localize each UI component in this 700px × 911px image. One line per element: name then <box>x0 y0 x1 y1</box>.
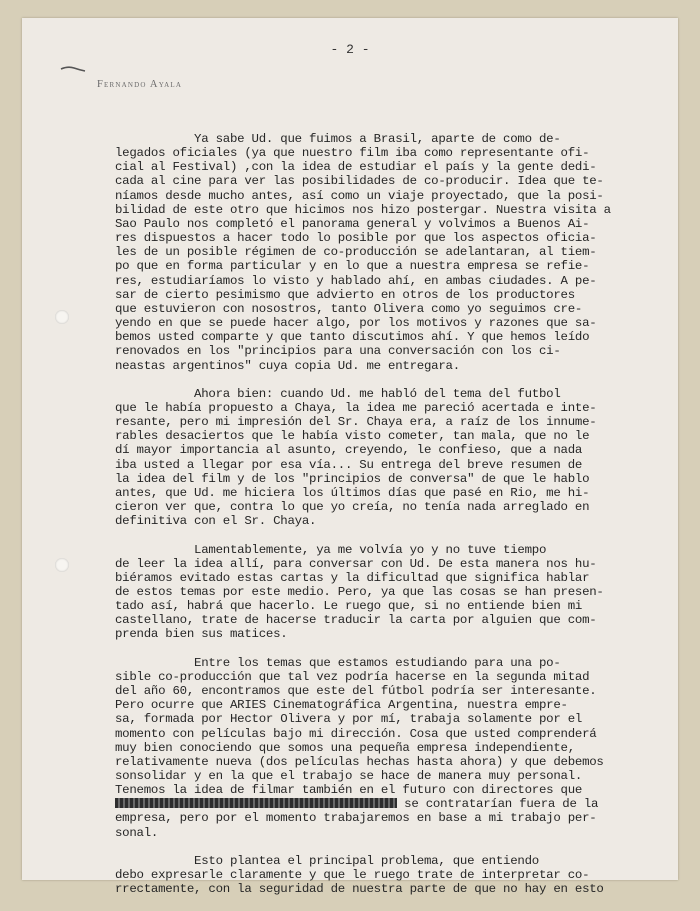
text-line: Esto plantea el principal problema, que entiendo <box>115 853 539 868</box>
text-line: iba usted a llegar por esa vía... Su entrega del breve resumen de <box>115 457 583 472</box>
text-line: rables desaciertos que le había visto cometer, tan mala, que no le <box>115 429 590 444</box>
text-line: resante, pero mi impresión del Sr. Chaya era, a raíz de los innume- <box>115 415 597 430</box>
text-line: momento con películas bajo mi dirección. Cosa que usted comprenderá <box>115 726 597 741</box>
text-line: muy bien conociendo que somos una pequeña empresa independiente, <box>115 740 575 755</box>
letter-page <box>22 18 678 897</box>
text-line: Sao Paulo nos completó el panorama general y volvimos a Buenos Ai- <box>115 216 590 231</box>
text-line: po que en forma particular y en lo que a nuestra empresa se refie- <box>115 259 590 274</box>
text-line: biéramos evitado estas cartas y la dificultad que significa hablar <box>115 570 590 585</box>
text-line: cada al cine para ver las posibilidades de co-producir. Idea que te- <box>115 174 604 189</box>
text-line: de estos temas por este medio. Pero, ya que las cosas se han presen- <box>115 584 604 599</box>
text-line: sa, formada por Hector Olivera y por mí, trabaja solamente por el <box>115 712 583 727</box>
letter-body <box>115 132 663 911</box>
text-line: cieron ver que, contra lo que yo creía, no tenía nada arreglado en <box>115 500 590 515</box>
text-line: tado así, habrá que hacerlo. Le ruego que, si no entiende bien mi <box>115 599 583 614</box>
text-line: legados oficiales (ya que nuestro film iba como representante ofi- <box>115 146 590 161</box>
text-line: Entre los temas que estamos estudiando para una po- <box>115 655 561 670</box>
text-line: definitiva con el Sr. Chaya. <box>115 514 317 529</box>
text-line: dí mayor importancia al asunto, creyendo, le confieso, que a nada <box>115 443 583 458</box>
letterhead-name: Fernando Ayala <box>97 79 183 90</box>
paragraph <box>115 854 663 896</box>
text-line: Tenemos la idea de filmar también en el futuro con directores que <box>115 783 583 798</box>
text-line: bilidad de este otro que hicimos nos hizo postergar. Nuestra visita a <box>115 202 611 217</box>
text-line: empresa, pero por el momento trabajaremos en base a mi trabajo per- <box>115 811 597 826</box>
text-line: castellano, trate de hacerse traducir la carta por alguien que com- <box>115 613 597 628</box>
redaction-mark <box>115 798 397 808</box>
text-line: neastas argentinos" cuya copia Ud. me entregara. <box>115 358 460 373</box>
text-line: que estuvieron con nosostros, tanto Olivera como yo seguimos cre- <box>115 301 583 316</box>
pencil-mark-icon <box>60 65 86 73</box>
text-line: que le había propuesto a Chaya, la idea me pareció acertada e inte- <box>115 400 597 415</box>
text-line: relativamente nueva (dos películas hechas hasta ahora) y que debemos <box>115 754 604 769</box>
paragraph <box>115 387 663 529</box>
paragraph <box>115 132 663 373</box>
text-line: sar de cierto pesimismo que advierto en otros de los productores <box>115 287 575 302</box>
text-line: antes, que Ud. me hiciera los últimos días que pasé en Rio, me hi- <box>115 485 590 500</box>
paragraph <box>115 543 663 642</box>
text-line: níamos desde mucho antes, así como un viaje proyectado, que la posi- <box>115 188 604 203</box>
text-line: Pero ocurre que ARIES Cinematográfica Argentina, nuestra empre- <box>115 698 568 713</box>
paragraph <box>115 656 663 840</box>
page-number: - 2 - <box>330 42 370 57</box>
text-line: res, estudiaríamos lo visto y hablado ahí, en ambas ciudades. A pe- <box>115 273 597 288</box>
text-line: sonal. <box>115 825 159 840</box>
punch-hole <box>55 558 69 572</box>
text-line: de leer la idea allí, para conversar con Ud. De esta manera nos hu- <box>115 556 597 571</box>
text-line: cial al Festival) ,con la idea de estudiar el país y la gente dedi- <box>115 160 597 175</box>
text-line: Lamentablemente, ya me volvía yo y no tuve tiempo <box>115 542 547 557</box>
text-line: la idea del film y de los "principios de conversa" de que le hablo <box>115 471 590 486</box>
text-line: prenda bien sus matices. <box>115 627 288 642</box>
text-line: yendo en que se puede hacer algo, por los motivos y razones que sa- <box>115 316 597 331</box>
text-line: Ahora bien: cuando Ud. me habló del tema del futbol <box>115 386 561 401</box>
text-line: debo expresarle claramente y que le ruego trate de interpretar co- <box>115 868 590 883</box>
text-line: del año 60, encontramos que este del fútbol podría ser interesante. <box>115 684 597 699</box>
text-line: sible co-producción que tal vez podría hacerse en la segunda mitad <box>115 669 590 684</box>
punch-hole <box>55 310 69 324</box>
text-line: rrectamente, con la seguridad de nuestra parte de que no hay en esto <box>115 882 604 897</box>
text-line: res dispuestos a hacer todo lo posible por que los aspectos oficia- <box>115 231 597 246</box>
text-line: sonsolidar y en la que el trabajo se hace de manera muy personal. <box>115 768 583 783</box>
text-line: les de un posible régimen de co-producción se adelantaran, al tiem- <box>115 245 597 260</box>
text-line: bemos usted comparte y que tanto discutimos ahí. Y que hemos leído <box>115 330 590 345</box>
text-line: Ya sabe Ud. que fuimos a Brasil, aparte de como de- <box>115 132 561 146</box>
text-line: se contratarían fuera de la <box>115 797 663 811</box>
text-line: renovados en los "principios para una conversación con los ci- <box>115 344 561 359</box>
